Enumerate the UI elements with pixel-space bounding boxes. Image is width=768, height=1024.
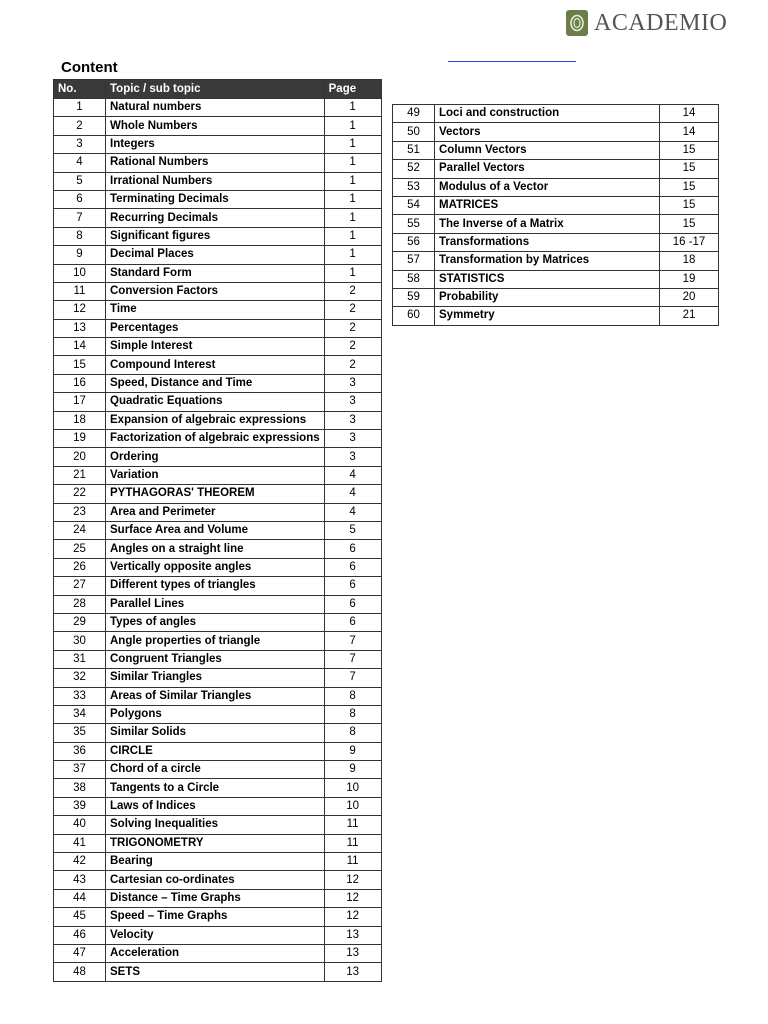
row-topic: Significant figures bbox=[106, 227, 325, 245]
row-page: 7 bbox=[324, 650, 381, 668]
table-row bbox=[393, 307, 719, 325]
row-topic: Distance – Time Graphs bbox=[106, 889, 325, 907]
row-page: 6 bbox=[324, 595, 381, 613]
row-number: 53 bbox=[393, 178, 435, 196]
row-number: 21 bbox=[54, 466, 106, 484]
table-row bbox=[54, 613, 382, 631]
table-row bbox=[54, 430, 382, 448]
row-topic: Conversion Factors bbox=[106, 282, 325, 300]
row-topic: Compound Interest bbox=[106, 356, 325, 374]
row-number: 3 bbox=[54, 135, 106, 153]
table-row bbox=[393, 233, 719, 251]
row-page: 8 bbox=[324, 687, 381, 705]
row-number: 13 bbox=[54, 319, 106, 337]
row-topic: Loci and construction bbox=[435, 105, 660, 123]
row-number: 41 bbox=[54, 834, 106, 852]
row-number: 40 bbox=[54, 816, 106, 834]
row-page: 1 bbox=[324, 190, 381, 208]
row-number: 35 bbox=[54, 724, 106, 742]
table-row bbox=[54, 190, 382, 208]
row-topic: Natural numbers bbox=[106, 99, 325, 117]
table-row bbox=[54, 761, 382, 779]
row-number: 30 bbox=[54, 632, 106, 650]
row-page: 15 bbox=[660, 196, 719, 214]
table-row bbox=[54, 135, 382, 153]
table-row bbox=[54, 963, 382, 981]
row-number: 57 bbox=[393, 252, 435, 270]
table-row bbox=[54, 944, 382, 962]
table-row bbox=[54, 540, 382, 558]
table-row bbox=[54, 577, 382, 595]
row-topic: Symmetry bbox=[435, 307, 660, 325]
row-topic: Speed, Distance and Time bbox=[106, 374, 325, 392]
row-page: 15 bbox=[660, 215, 719, 233]
table-row bbox=[54, 558, 382, 576]
row-page: 7 bbox=[324, 632, 381, 650]
table-header-row bbox=[54, 80, 382, 99]
row-page: 2 bbox=[324, 356, 381, 374]
row-topic: SETS bbox=[106, 963, 325, 981]
row-topic: Congruent Triangles bbox=[106, 650, 325, 668]
row-number: 32 bbox=[54, 669, 106, 687]
table-row bbox=[54, 172, 382, 190]
row-page: 7 bbox=[324, 669, 381, 687]
row-page: 6 bbox=[324, 558, 381, 576]
row-topic: MATRICES bbox=[435, 196, 660, 214]
row-page: 2 bbox=[324, 338, 381, 356]
row-topic: Cartesian co-ordinates bbox=[106, 871, 325, 889]
row-page: 16 -17 bbox=[660, 233, 719, 251]
row-page: 12 bbox=[324, 889, 381, 907]
table-row bbox=[54, 908, 382, 926]
table-row bbox=[54, 338, 382, 356]
row-number: 31 bbox=[54, 650, 106, 668]
logo-icon bbox=[566, 10, 588, 36]
row-number: 5 bbox=[54, 172, 106, 190]
row-number: 51 bbox=[393, 141, 435, 159]
row-page: 12 bbox=[324, 871, 381, 889]
row-topic: Bearing bbox=[106, 853, 325, 871]
row-number: 17 bbox=[54, 393, 106, 411]
row-topic: PYTHAGORAS' THEOREM bbox=[106, 485, 325, 503]
row-topic: Angle properties of triangle bbox=[106, 632, 325, 650]
row-number: 36 bbox=[54, 742, 106, 760]
row-page: 21 bbox=[660, 307, 719, 325]
row-number: 16 bbox=[54, 374, 106, 392]
row-topic: Speed – Time Graphs bbox=[106, 908, 325, 926]
row-number: 48 bbox=[54, 963, 106, 981]
row-page: 5 bbox=[324, 521, 381, 539]
row-topic: Angles on a straight line bbox=[106, 540, 325, 558]
row-page: 1 bbox=[324, 154, 381, 172]
row-topic: Probability bbox=[435, 288, 660, 306]
row-topic: Vectors bbox=[435, 123, 660, 141]
row-topic: Similar Triangles bbox=[106, 669, 325, 687]
table-row bbox=[393, 178, 719, 196]
table-row bbox=[54, 227, 382, 245]
row-number: 4 bbox=[54, 154, 106, 172]
table-row bbox=[54, 779, 382, 797]
table-row bbox=[54, 687, 382, 705]
row-topic: Time bbox=[106, 301, 325, 319]
table-row bbox=[393, 160, 719, 178]
table-row bbox=[54, 632, 382, 650]
row-page: 3 bbox=[324, 393, 381, 411]
row-topic: Similar Solids bbox=[106, 724, 325, 742]
row-topic: Velocity bbox=[106, 926, 325, 944]
row-topic: Vertically opposite angles bbox=[106, 558, 325, 576]
contents-table-left bbox=[53, 79, 382, 982]
row-topic: Tangents to a Circle bbox=[106, 779, 325, 797]
table-row bbox=[54, 117, 382, 135]
row-number: 15 bbox=[54, 356, 106, 374]
row-page: 11 bbox=[324, 834, 381, 852]
row-page: 3 bbox=[324, 430, 381, 448]
row-page: 9 bbox=[324, 761, 381, 779]
row-number: 14 bbox=[54, 338, 106, 356]
column-header-no: No. bbox=[54, 80, 106, 99]
contents-table-right bbox=[392, 104, 719, 326]
row-topic: Percentages bbox=[106, 319, 325, 337]
row-number: 56 bbox=[393, 233, 435, 251]
table-row bbox=[54, 246, 382, 264]
table-row bbox=[54, 926, 382, 944]
row-page: 1 bbox=[324, 209, 381, 227]
table-row bbox=[393, 288, 719, 306]
row-page: 1 bbox=[324, 99, 381, 117]
row-page: 14 bbox=[660, 105, 719, 123]
row-page: 20 bbox=[660, 288, 719, 306]
table-row bbox=[54, 889, 382, 907]
row-page: 11 bbox=[324, 853, 381, 871]
row-topic: Simple Interest bbox=[106, 338, 325, 356]
table-row bbox=[54, 209, 382, 227]
row-topic: Factorization of algebraic expressions bbox=[106, 430, 325, 448]
row-page: 13 bbox=[324, 944, 381, 962]
row-page: 3 bbox=[324, 411, 381, 429]
row-page: 18 bbox=[660, 252, 719, 270]
table-row bbox=[393, 270, 719, 288]
row-topic: Transformations bbox=[435, 233, 660, 251]
row-topic: Different types of triangles bbox=[106, 577, 325, 595]
row-number: 60 bbox=[393, 307, 435, 325]
row-topic: Irrational Numbers bbox=[106, 172, 325, 190]
row-topic: TRIGONOMETRY bbox=[106, 834, 325, 852]
row-topic: STATISTICS bbox=[435, 270, 660, 288]
table-row bbox=[54, 816, 382, 834]
row-topic: CIRCLE bbox=[106, 742, 325, 760]
row-topic: Modulus of a Vector bbox=[435, 178, 660, 196]
row-number: 25 bbox=[54, 540, 106, 558]
row-number: 50 bbox=[393, 123, 435, 141]
row-page: 1 bbox=[324, 227, 381, 245]
row-page: 1 bbox=[324, 264, 381, 282]
row-topic: Rational Numbers bbox=[106, 154, 325, 172]
row-topic: Terminating Decimals bbox=[106, 190, 325, 208]
row-topic: Recurring Decimals bbox=[106, 209, 325, 227]
row-page: 9 bbox=[324, 742, 381, 760]
table-row bbox=[54, 393, 382, 411]
row-number: 45 bbox=[54, 908, 106, 926]
column-header-topic: Topic / sub topic bbox=[106, 80, 325, 99]
table-row bbox=[54, 797, 382, 815]
row-topic: Acceleration bbox=[106, 944, 325, 962]
row-page: 15 bbox=[660, 160, 719, 178]
row-page: 8 bbox=[324, 724, 381, 742]
table-row bbox=[54, 485, 382, 503]
row-number: 39 bbox=[54, 797, 106, 815]
row-topic: Parallel Lines bbox=[106, 595, 325, 613]
row-number: 37 bbox=[54, 761, 106, 779]
row-topic: Laws of Indices bbox=[106, 797, 325, 815]
row-topic: Expansion of algebraic expressions bbox=[106, 411, 325, 429]
row-number: 10 bbox=[54, 264, 106, 282]
table-row bbox=[393, 252, 719, 270]
row-number: 12 bbox=[54, 301, 106, 319]
table-row bbox=[393, 123, 719, 141]
row-number: 7 bbox=[54, 209, 106, 227]
table-row bbox=[54, 742, 382, 760]
row-page: 15 bbox=[660, 178, 719, 196]
row-page: 13 bbox=[324, 926, 381, 944]
row-number: 42 bbox=[54, 853, 106, 871]
row-number: 59 bbox=[393, 288, 435, 306]
row-page: 19 bbox=[660, 270, 719, 288]
row-topic: Parallel Vectors bbox=[435, 160, 660, 178]
brand-name: ACADEMIO bbox=[594, 10, 728, 36]
row-topic: Area and Perimeter bbox=[106, 503, 325, 521]
brand-logo bbox=[566, 9, 727, 37]
table-row bbox=[54, 411, 382, 429]
row-number: 20 bbox=[54, 448, 106, 466]
row-topic: Whole Numbers bbox=[106, 117, 325, 135]
table-row bbox=[54, 521, 382, 539]
row-topic: Decimal Places bbox=[106, 246, 325, 264]
row-page: 13 bbox=[324, 963, 381, 981]
row-page: 2 bbox=[324, 301, 381, 319]
row-page: 4 bbox=[324, 485, 381, 503]
row-topic: The Inverse of a Matrix bbox=[435, 215, 660, 233]
table-row bbox=[393, 141, 719, 159]
table-row bbox=[54, 503, 382, 521]
row-number: 38 bbox=[54, 779, 106, 797]
row-number: 43 bbox=[54, 871, 106, 889]
table-row bbox=[393, 196, 719, 214]
table-row bbox=[54, 154, 382, 172]
row-number: 44 bbox=[54, 889, 106, 907]
row-topic: Integers bbox=[106, 135, 325, 153]
row-number: 6 bbox=[54, 190, 106, 208]
table-row bbox=[54, 282, 382, 300]
row-number: 9 bbox=[54, 246, 106, 264]
row-number: 34 bbox=[54, 705, 106, 723]
row-page: 12 bbox=[324, 908, 381, 926]
hyperlink-underline[interactable] bbox=[448, 61, 576, 62]
row-page: 10 bbox=[324, 779, 381, 797]
row-number: 18 bbox=[54, 411, 106, 429]
row-topic: Column Vectors bbox=[435, 141, 660, 159]
row-topic: Ordering bbox=[106, 448, 325, 466]
row-number: 33 bbox=[54, 687, 106, 705]
page-title: Content bbox=[61, 59, 118, 76]
table-row bbox=[54, 669, 382, 687]
row-topic: Chord of a circle bbox=[106, 761, 325, 779]
row-page: 2 bbox=[324, 319, 381, 337]
row-number: 52 bbox=[393, 160, 435, 178]
row-page: 15 bbox=[660, 141, 719, 159]
table-row bbox=[54, 834, 382, 852]
row-number: 8 bbox=[54, 227, 106, 245]
row-topic: Types of angles bbox=[106, 613, 325, 631]
row-number: 22 bbox=[54, 485, 106, 503]
row-page: 3 bbox=[324, 374, 381, 392]
table-row bbox=[54, 374, 382, 392]
table-row bbox=[393, 215, 719, 233]
row-number: 47 bbox=[54, 944, 106, 962]
row-topic: Variation bbox=[106, 466, 325, 484]
row-number: 55 bbox=[393, 215, 435, 233]
table-row bbox=[54, 264, 382, 282]
row-number: 29 bbox=[54, 613, 106, 631]
table-row bbox=[54, 705, 382, 723]
row-page: 6 bbox=[324, 577, 381, 595]
row-topic: Quadratic Equations bbox=[106, 393, 325, 411]
table-row bbox=[54, 871, 382, 889]
table-row bbox=[54, 448, 382, 466]
row-page: 4 bbox=[324, 466, 381, 484]
row-page: 1 bbox=[324, 135, 381, 153]
row-topic: Standard Form bbox=[106, 264, 325, 282]
row-number: 28 bbox=[54, 595, 106, 613]
row-page: 2 bbox=[324, 282, 381, 300]
row-number: 49 bbox=[393, 105, 435, 123]
row-number: 26 bbox=[54, 558, 106, 576]
table-row bbox=[54, 301, 382, 319]
row-page: 10 bbox=[324, 797, 381, 815]
row-page: 1 bbox=[324, 246, 381, 264]
row-number: 24 bbox=[54, 521, 106, 539]
table-row bbox=[54, 99, 382, 117]
row-page: 4 bbox=[324, 503, 381, 521]
row-topic: Transformation by Matrices bbox=[435, 252, 660, 270]
table-row bbox=[393, 105, 719, 123]
row-page: 8 bbox=[324, 705, 381, 723]
row-page: 11 bbox=[324, 816, 381, 834]
row-number: 27 bbox=[54, 577, 106, 595]
row-topic: Polygons bbox=[106, 705, 325, 723]
row-number: 46 bbox=[54, 926, 106, 944]
row-page: 1 bbox=[324, 117, 381, 135]
table-row bbox=[54, 356, 382, 374]
row-number: 54 bbox=[393, 196, 435, 214]
table-row bbox=[54, 466, 382, 484]
column-header-page: Page bbox=[324, 80, 381, 99]
table-row bbox=[54, 724, 382, 742]
row-number: 11 bbox=[54, 282, 106, 300]
row-topic: Solving Inequalities bbox=[106, 816, 325, 834]
row-number: 2 bbox=[54, 117, 106, 135]
table-row bbox=[54, 853, 382, 871]
row-number: 58 bbox=[393, 270, 435, 288]
table-row bbox=[54, 595, 382, 613]
row-page: 6 bbox=[324, 540, 381, 558]
row-number: 19 bbox=[54, 430, 106, 448]
row-number: 1 bbox=[54, 99, 106, 117]
row-page: 14 bbox=[660, 123, 719, 141]
row-number: 23 bbox=[54, 503, 106, 521]
row-page: 6 bbox=[324, 613, 381, 631]
table-row bbox=[54, 319, 382, 337]
table-row bbox=[54, 650, 382, 668]
row-topic: Areas of Similar Triangles bbox=[106, 687, 325, 705]
row-topic: Surface Area and Volume bbox=[106, 521, 325, 539]
row-page: 1 bbox=[324, 172, 381, 190]
row-page: 3 bbox=[324, 448, 381, 466]
